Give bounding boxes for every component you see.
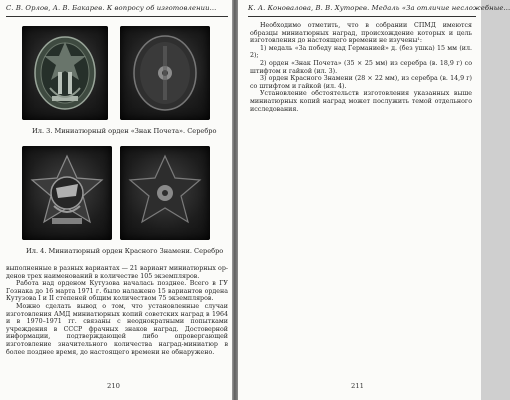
red-banner-back-image — [120, 146, 210, 240]
badge-honour-front-image — [22, 26, 108, 120]
left-paragraph-3: Можно сделать вывод о том, что установленные случаи изготовления АМД миниатюрных копий советских наград в 1964 и в 1970–1971 гг. связаны с неоднократными попытками учреждения в СССР фрачных знаков наград. Достоверной информации, подтверждающей либо опровергающей изготовление значительного количества наград-миниатюр в более позднее время, до настоящего времени не обнаружено. — [6, 302, 228, 356]
banner-photo-front — [22, 146, 112, 240]
badge-photo-front — [22, 26, 108, 120]
left-page — [0, 0, 232, 400]
right-running-head: К. А. Коновалова, В. В. Хуторев. Медаль «За отличие несложебные... — [248, 4, 510, 12]
left-paragraph-2: Работа над орденом Кутузова началась позднее. Всего в ГУ Гознака до 16 марта 1971 г. было налажено 15 вариантов ордена Кутузова I и II степеней общим количеством 75 экземпляров. — [6, 280, 228, 303]
badge-honour-back-image — [120, 26, 210, 120]
left-page-number: 210 — [107, 382, 120, 390]
left-header-rule — [6, 16, 228, 17]
caption-illustration-4: Ил. 4. Миниатюрный орден Красного Знамени. Серебро — [26, 247, 224, 255]
right-paragraph-1: Необходимо отметить, что в собрании СПМД имеются образцы миниатюрных наград, происхождение которых и цель изготовления до настоящего времени не изучены¹: — [250, 22, 472, 45]
right-paragraph-5: Установление обстоятельств изготовления указанных выше миниатюрных копий наград может послужить темой отдельного исследования. — [250, 90, 472, 113]
right-page-number: 211 — [351, 382, 364, 390]
right-page — [238, 0, 510, 400]
caption-illustration-3: Ил. 3. Миниатюрный орден «Знак Почета». Серебро — [32, 127, 217, 135]
left-running-head: С. В. Орлов, А. В. Бакарев. К вопросу об изготовлении... — [6, 4, 217, 12]
badge-photo-back — [120, 26, 210, 120]
right-body-text — [250, 22, 472, 113]
banner-photo-back — [120, 146, 210, 240]
right-paragraph-2: 1) медаль «За победу над Германией» д. (без ушка) 15 мм (ил. 2); — [250, 44, 472, 60]
left-paragraph-1: выполненные в разных вариантах — 21 вариант миниатюрных орденов трех наименований в количестве 105 экземпляров. — [6, 265, 228, 280]
left-body-text — [6, 265, 228, 356]
right-paragraph-4: 3) орден Красного Знамени (28 × 22 мм), из серебра (в. 14,9 г) со штифтом и гайкой (ил. 4). — [250, 75, 472, 90]
right-header-rule — [248, 16, 476, 17]
right-paragraph-3: 2) орден «Знак Почета» (35 × 25 мм) из серебра (в. 18,9 г) со штифтом и гайкой (ил. 3). — [250, 59, 472, 75]
red-banner-front-image — [22, 146, 112, 240]
